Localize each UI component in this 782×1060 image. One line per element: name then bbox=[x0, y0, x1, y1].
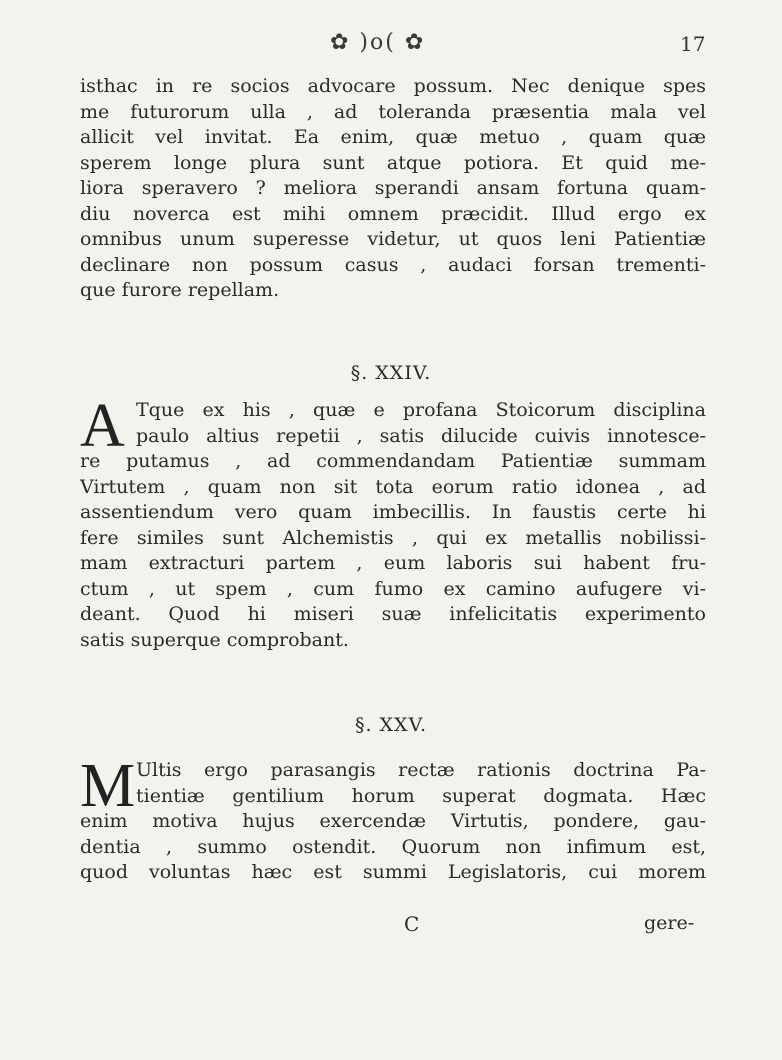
signature-mark: C bbox=[404, 912, 420, 936]
text-line: sperem longe plura sunt atque potiora. Et quid me- bbox=[80, 151, 706, 174]
drop-cap: A bbox=[80, 392, 125, 460]
section-heading-xxiv: §. XXIV. bbox=[350, 362, 432, 384]
text-line: enim motiva hujus exercendæ Virtutis, pondere, gau- bbox=[80, 810, 706, 832]
section-xxiv-paragraph bbox=[80, 392, 706, 653]
text-line: liora speravero ? meliora sperandi ansam fortuna quam- bbox=[80, 177, 706, 199]
text-line: omnibus unum superesse videtur, ut quos leni Patientiæ bbox=[80, 228, 706, 250]
text-line: mam extracturi partem , eum laboris sui habent fru- bbox=[80, 552, 706, 574]
text-line: assentiendum vero quam imbecillis. In faustis certe hi bbox=[80, 501, 706, 523]
drop-cap: M bbox=[80, 752, 136, 820]
text-line: Tque ex his , quæ e profana Stoicorum disciplina bbox=[136, 399, 706, 421]
text-line: dentia , summo ostendit. Quorum non infimum est, bbox=[80, 835, 706, 858]
text-line: diu noverca est mihi omnem præcidit. Illud ergo ex bbox=[80, 202, 706, 225]
text-line: satis superque comprobant. bbox=[80, 628, 349, 651]
text-line: me futurorum ulla , ad toleranda præsentia mala vel bbox=[80, 100, 706, 123]
text-line: deant. Quod hi miseri suæ infelicitatis experimento bbox=[80, 603, 706, 625]
text-line: ctum , ut spem , cum fumo ex camino aufugere vi- bbox=[80, 577, 706, 600]
section-xxv-paragraph bbox=[80, 752, 706, 886]
text-line: isthac in re socios advocare possum. Nec denique spes bbox=[80, 75, 706, 97]
text-line: fere similes sunt Alchemistis , qui ex metallis nobilissi- bbox=[80, 526, 706, 549]
opening-paragraph bbox=[80, 74, 706, 304]
header-ornament: ✿ )o( ✿ bbox=[330, 30, 426, 55]
text-line: quod voluntas hæc est summi Legislatoris, cui morem bbox=[80, 861, 706, 883]
catchword: gere- bbox=[644, 912, 695, 934]
text-line: allicit vel invitat. Ea enim, quæ metuo , quam quæ bbox=[80, 126, 706, 148]
text-line: declinare non possum casus , audaci forsan trementi- bbox=[80, 253, 706, 276]
text-line: tientiæ gentilium horum superat dogmata. Hæc bbox=[136, 784, 706, 807]
text-line: Ultis ergo parasangis rectæ rationis doctrina Pa- bbox=[136, 759, 706, 781]
text-line: que furore repellam. bbox=[80, 279, 280, 301]
text-line: re putamus , ad commendandam Patientiæ summam bbox=[80, 450, 706, 472]
text-line: paulo altius repetii , satis dilucide cuivis innotesce- bbox=[136, 424, 706, 447]
page-number: 17 bbox=[680, 32, 706, 56]
text-line: Virtutem , quam non sit tota eorum ratio idonea , ad bbox=[80, 475, 706, 498]
section-heading-xxv: §. XXV. bbox=[354, 714, 428, 736]
page-header bbox=[0, 28, 782, 58]
